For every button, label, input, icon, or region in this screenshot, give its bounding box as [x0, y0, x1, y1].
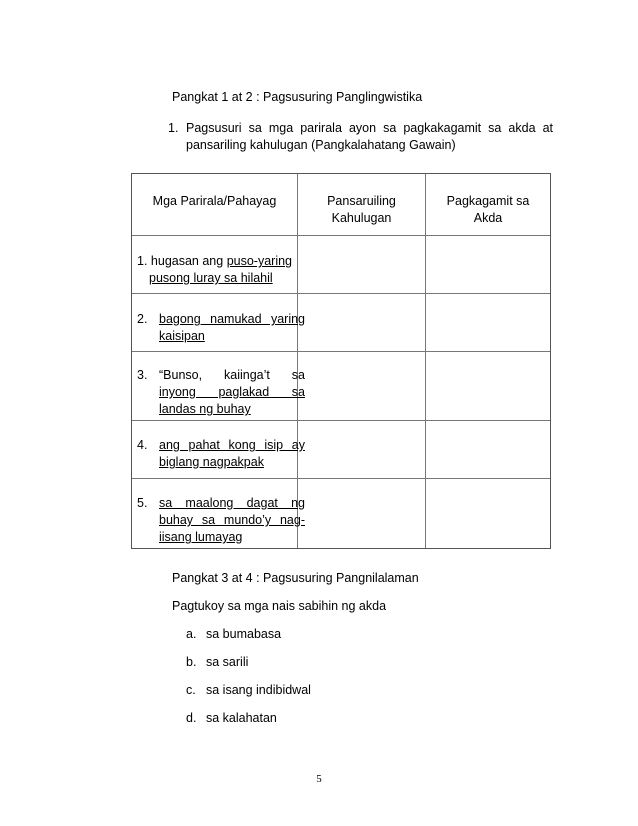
- column-header-phrases: Mga Parirala/Pahayag: [152, 194, 277, 208]
- phrase-number: 3.: [137, 368, 148, 382]
- phrase-line: “Bunso, kaiinga’t sa: [159, 368, 305, 382]
- table-row-divider: [132, 351, 550, 352]
- column-header-meaning-line-1: Pansaruiling: [327, 194, 396, 208]
- phrase-analysis-table: [131, 173, 551, 549]
- section-heading-2: Pangkat 3 at 4 : Pagsusuring Pangnilalaman: [172, 571, 419, 585]
- item-text-line-1: Pagsusuri sa mga parirala ayon sa pagkakagamit sa akda at: [186, 121, 553, 135]
- phrase-line: [137, 253, 305, 270]
- list-item-text: sa isang indibidwal: [206, 683, 311, 697]
- phrase-line: sa maalong dagat ng: [159, 496, 305, 510]
- list-item-letter: c.: [186, 683, 196, 697]
- column-header-usage: [426, 193, 550, 227]
- phrase-number: 4.: [137, 438, 148, 452]
- phrase-line: pusong luray sa hilahil: [149, 271, 273, 285]
- section-heading-1: Pangkat 1 at 2 : Pagsusuring Panglingwistika: [172, 90, 423, 104]
- phrase-number: 2.: [137, 312, 148, 326]
- phrase-text: [159, 311, 305, 345]
- list-item-text: sa sarili: [206, 655, 249, 669]
- phrase-number: 1.: [137, 254, 148, 268]
- phrase-line: kaisipan: [159, 329, 205, 343]
- list-item-text: sa kalahatan: [206, 711, 277, 725]
- table-row-divider: [132, 420, 550, 421]
- phrase-line: biglang nagpakpak: [159, 455, 264, 469]
- page-number: 5: [316, 773, 322, 785]
- phrase-line: landas ng buhay: [159, 402, 251, 416]
- column-header-usage-line-2: Akda: [473, 211, 503, 225]
- table-row-divider: [132, 235, 550, 236]
- column-header-usage-line-1: Pagkagamit sa: [446, 194, 530, 208]
- item-text: [186, 120, 553, 154]
- phrase-line: iisang lumayag: [159, 530, 243, 544]
- phrase-part: hugasan ang: [150, 254, 227, 268]
- list-item-letter: a.: [186, 627, 197, 641]
- list-item-letter: d.: [186, 711, 197, 725]
- table-column-divider: [425, 174, 426, 548]
- phrase-line: ang pahat kong isip ay: [159, 438, 305, 452]
- table-column-divider: [297, 174, 298, 548]
- phrase-part-underlined: puso-yaring: [226, 254, 293, 268]
- phrase-line: inyong paglakad sa: [159, 385, 305, 399]
- list-item-letter: b.: [186, 655, 197, 669]
- column-header-meaning: [298, 193, 425, 227]
- section-subheading: Pagtukoy sa mga nais sabihin ng akda: [172, 599, 387, 613]
- table-row: [137, 253, 305, 287]
- phrase-text: [159, 367, 305, 418]
- phrase-text: [159, 437, 305, 471]
- phrase-line: buhay sa mundo’y nag-: [159, 513, 305, 527]
- item-text-line-2: pansariling kahulugan (Pangkalahatang Gawain): [186, 138, 456, 152]
- list-item-text: sa bumabasa: [206, 627, 282, 641]
- item-number: 1.: [168, 121, 179, 135]
- phrase-line: bagong namukad yaring: [159, 312, 305, 326]
- column-header-meaning-line-2: Kahulugan: [331, 211, 392, 225]
- table-row-divider: [132, 478, 550, 479]
- table-row-divider: [132, 293, 550, 294]
- phrase-number: 5.: [137, 496, 148, 510]
- phrase-text: [159, 495, 305, 546]
